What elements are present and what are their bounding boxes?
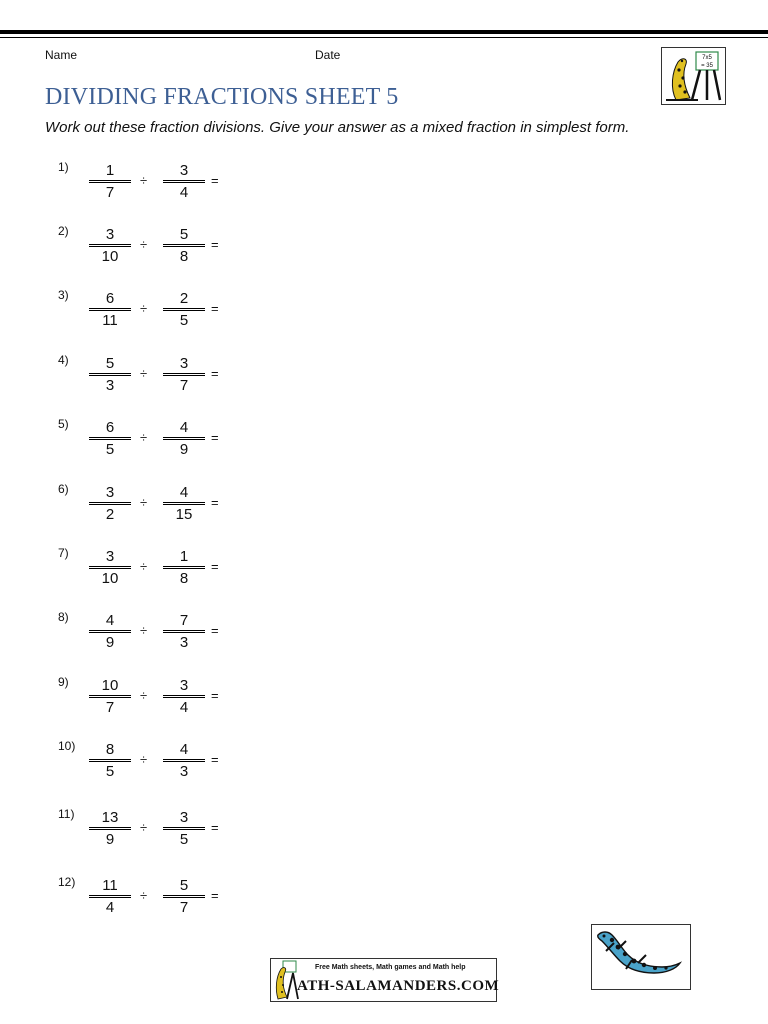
problem-number: 10) bbox=[58, 739, 76, 753]
dividend-denominator: 4 bbox=[105, 899, 115, 916]
dividend-numerator: 4 bbox=[105, 612, 115, 629]
divisor-fraction bbox=[163, 676, 205, 717]
page-title: DIVIDING FRACTIONS SHEET 5 bbox=[45, 84, 399, 110]
top-rule-thin bbox=[0, 37, 768, 38]
dividend-denominator: 5 bbox=[105, 763, 115, 780]
divisor-denominator: 7 bbox=[179, 899, 189, 916]
equals-sign: = bbox=[211, 752, 219, 767]
problem-row bbox=[0, 739, 768, 789]
divide-sign: ÷ bbox=[140, 559, 148, 574]
dividend-numerator: 6 bbox=[105, 419, 115, 436]
divisor-denominator: 7 bbox=[179, 377, 189, 394]
dividend-numerator: 5 bbox=[105, 355, 115, 372]
equals-sign: = bbox=[211, 366, 219, 381]
equals-sign: = bbox=[211, 559, 219, 574]
problem-row bbox=[0, 546, 768, 596]
divide-sign: ÷ bbox=[140, 495, 148, 510]
dividend-fraction bbox=[89, 289, 131, 330]
divide-sign: ÷ bbox=[140, 237, 148, 252]
problem-number: 2) bbox=[58, 224, 69, 238]
dividend-numerator: 3 bbox=[105, 548, 115, 565]
footer-salamander-icon bbox=[273, 959, 299, 1001]
dividend-denominator: 7 bbox=[105, 699, 115, 716]
dividend-fraction bbox=[89, 161, 131, 202]
problem-row bbox=[0, 288, 768, 338]
divisor-fraction bbox=[163, 225, 205, 266]
problem-number: 7) bbox=[58, 546, 69, 560]
problem-row bbox=[0, 353, 768, 403]
dividend-numerator: 8 bbox=[105, 741, 115, 758]
divisor-numerator: 4 bbox=[179, 484, 189, 501]
divisor-denominator: 8 bbox=[179, 248, 189, 265]
dividend-numerator: 13 bbox=[101, 809, 119, 826]
problem-row bbox=[0, 610, 768, 660]
dividend-denominator: 11 bbox=[102, 312, 118, 329]
dividend-denominator: 10 bbox=[101, 248, 119, 265]
dividend-denominator: 5 bbox=[105, 441, 115, 458]
dividend-fraction bbox=[89, 676, 131, 717]
divisor-numerator: 3 bbox=[179, 162, 189, 179]
problem-row bbox=[0, 224, 768, 274]
salamander-illustration bbox=[591, 924, 691, 990]
dividend-denominator: 2 bbox=[105, 506, 115, 523]
math-salamanders-footer-logo bbox=[270, 958, 500, 1002]
divisor-denominator: 3 bbox=[179, 763, 189, 780]
divide-sign: ÷ bbox=[140, 888, 148, 903]
divisor-fraction bbox=[163, 354, 205, 395]
equals-sign: = bbox=[211, 820, 219, 835]
problem-row bbox=[0, 417, 768, 467]
divisor-numerator: 2 bbox=[179, 290, 189, 307]
equals-sign: = bbox=[211, 173, 219, 188]
divisor-fraction bbox=[163, 418, 205, 459]
divisor-denominator: 5 bbox=[179, 312, 189, 329]
equals-sign: = bbox=[211, 495, 219, 510]
divide-sign: ÷ bbox=[140, 301, 148, 316]
top-rule-thick bbox=[0, 30, 768, 34]
divisor-fraction bbox=[163, 161, 205, 202]
dividend-numerator: 1 bbox=[105, 162, 115, 179]
logo-sum-top: 7x5 bbox=[702, 55, 712, 61]
divide-sign: ÷ bbox=[140, 820, 148, 835]
salamander-icon bbox=[592, 925, 690, 989]
equals-sign: = bbox=[211, 430, 219, 445]
divisor-numerator: 3 bbox=[179, 809, 189, 826]
dividend-numerator: 11 bbox=[102, 877, 118, 894]
problem-number: 9) bbox=[58, 675, 69, 689]
dividend-fraction bbox=[89, 354, 131, 395]
equals-sign: = bbox=[211, 888, 219, 903]
salamander-logo bbox=[661, 47, 726, 105]
dividend-fraction bbox=[89, 808, 131, 849]
problem-number: 8) bbox=[58, 610, 69, 624]
dividend-fraction bbox=[89, 225, 131, 266]
divide-sign: ÷ bbox=[140, 430, 148, 445]
dividend-denominator: 9 bbox=[105, 831, 115, 848]
dividend-numerator: 10 bbox=[101, 677, 119, 694]
divisor-fraction bbox=[163, 547, 205, 588]
divide-sign: ÷ bbox=[140, 366, 148, 381]
divisor-fraction bbox=[163, 740, 205, 781]
problem-number: 1) bbox=[58, 160, 69, 174]
problem-row bbox=[0, 875, 768, 925]
divisor-denominator: 4 bbox=[179, 184, 189, 201]
divisor-numerator: 4 bbox=[179, 419, 189, 436]
problem-number: 5) bbox=[58, 417, 69, 431]
divisor-denominator: 9 bbox=[179, 441, 189, 458]
problem-number: 3) bbox=[58, 288, 69, 302]
problem-number: 12) bbox=[58, 875, 76, 889]
dividend-fraction bbox=[89, 611, 131, 652]
problem-row bbox=[0, 160, 768, 210]
dividend-fraction bbox=[89, 418, 131, 459]
date-label: Date bbox=[315, 48, 341, 62]
dividend-numerator: 3 bbox=[105, 226, 115, 243]
divisor-fraction bbox=[163, 611, 205, 652]
logo-sum-bottom: = 35 bbox=[701, 63, 713, 69]
equals-sign: = bbox=[211, 301, 219, 316]
divisor-numerator: 7 bbox=[179, 612, 189, 629]
name-label: Name bbox=[45, 48, 78, 62]
problem-row bbox=[0, 482, 768, 532]
dividend-fraction bbox=[89, 876, 131, 917]
dividend-denominator: 3 bbox=[105, 377, 115, 394]
instructions: Work out these fraction divisions. Give your answer as a mixed fraction in simplest form. bbox=[45, 119, 630, 136]
divisor-denominator: 4 bbox=[179, 699, 189, 716]
equals-sign: = bbox=[211, 688, 219, 703]
divisor-numerator: 5 bbox=[179, 877, 189, 894]
equals-sign: = bbox=[211, 623, 219, 638]
dividend-denominator: 9 bbox=[105, 634, 115, 651]
divisor-numerator: 3 bbox=[179, 677, 189, 694]
divide-sign: ÷ bbox=[140, 173, 148, 188]
divisor-fraction bbox=[163, 289, 205, 330]
dividend-fraction bbox=[89, 483, 131, 524]
dividend-denominator: 10 bbox=[101, 570, 119, 587]
divisor-denominator: 15 bbox=[175, 506, 193, 523]
divide-sign: ÷ bbox=[140, 623, 148, 638]
salamander-logo-graphic bbox=[662, 48, 725, 104]
dividend-numerator: 6 bbox=[105, 290, 115, 307]
divisor-numerator: 4 bbox=[179, 741, 189, 758]
divisor-fraction bbox=[163, 876, 205, 917]
equals-sign: = bbox=[211, 237, 219, 252]
footer-site-name: ATH-SALAMANDERS.COM bbox=[297, 978, 500, 994]
dividend-denominator: 7 bbox=[105, 184, 115, 201]
divisor-numerator: 3 bbox=[179, 355, 189, 372]
problem-number: 4) bbox=[58, 353, 69, 367]
problem-row bbox=[0, 807, 768, 857]
divisor-numerator: 1 bbox=[179, 548, 189, 565]
problem-row bbox=[0, 675, 768, 725]
divisor-denominator: 3 bbox=[179, 634, 189, 651]
divisor-fraction bbox=[163, 808, 205, 849]
divide-sign: ÷ bbox=[140, 752, 148, 767]
divisor-fraction bbox=[163, 483, 205, 524]
dividend-numerator: 3 bbox=[105, 484, 115, 501]
dividend-fraction bbox=[89, 547, 131, 588]
divisor-denominator: 8 bbox=[179, 570, 189, 587]
footer-tagline: Free Math sheets, Math games and Math help bbox=[315, 964, 466, 971]
problem-number: 11) bbox=[58, 807, 75, 821]
problem-number: 6) bbox=[58, 482, 69, 496]
dividend-fraction bbox=[89, 740, 131, 781]
divisor-numerator: 5 bbox=[179, 226, 189, 243]
divide-sign: ÷ bbox=[140, 688, 148, 703]
divisor-denominator: 5 bbox=[179, 831, 189, 848]
